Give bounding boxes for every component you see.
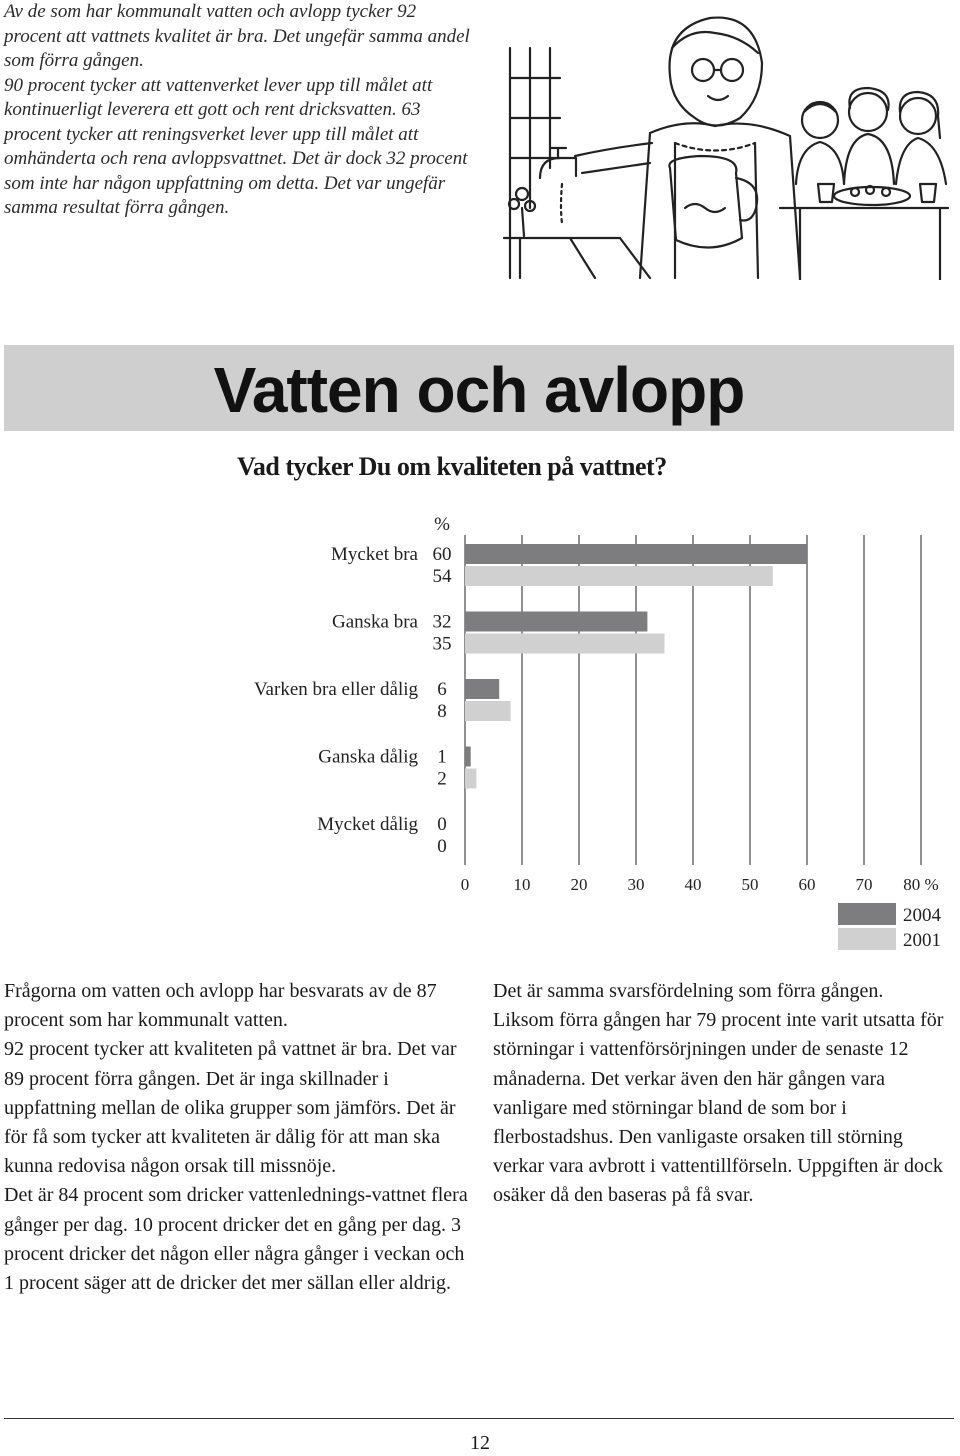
category-label: Ganska bra [332, 611, 418, 633]
body-paragraph: Det är samma svarsfördelning som förra gången. [493, 980, 884, 1002]
bar-2001 [465, 566, 773, 586]
value-header: % [434, 514, 450, 535]
body-paragraph: Frågorna om vatten och avlopp har besvarats av de 87 procent som har kommunalt vatten. [4, 980, 437, 1032]
x-tick-label: 40 [684, 875, 702, 894]
intro-text [4, 0, 474, 221]
data-label: 35 [432, 633, 452, 655]
quality-bar-chart [0, 500, 960, 960]
x-tick-label: 80 % [903, 875, 939, 894]
x-tick-label: 50 [741, 875, 759, 894]
data-label: 32 [432, 611, 452, 633]
x-tick-label: 70 [855, 875, 873, 894]
category-label: Varken bra eller dålig [253, 679, 418, 700]
x-tick-label: 20 [570, 875, 588, 894]
bar-2004 [465, 679, 499, 699]
water-illustration [500, 8, 952, 280]
bar-2004 [465, 747, 471, 767]
bar-2004 [465, 544, 807, 564]
chart-title: Vad tycker Du om kvaliteten på vattnet? [237, 452, 667, 481]
legend-swatch-2001 [838, 928, 896, 950]
data-label: 2 [437, 768, 447, 790]
category-label: Mycket dålig [317, 814, 418, 835]
bar-2001 [465, 701, 511, 721]
bar-2001 [465, 769, 476, 789]
legend-label: 2001 [903, 930, 941, 951]
body-paragraph: Liksom förra gången har 79 procent inte varit utsatta för störningar i vattenförsörjningen under de senaste 12 månaderna. Det verkar även den här gången vara vanligare med störningar bland de som bor i flerbostadshus. Den vanligaste orsaken till störning verkar vara avbrott i vattentillförseln. Uppgiften är dock osäker då den baseras på få svar. [493, 1009, 944, 1207]
section-banner [4, 345, 954, 431]
x-tick-label: 30 [627, 875, 645, 894]
data-label: 6 [437, 679, 447, 700]
section-title: Vatten och avlopp [213, 354, 745, 426]
body-paragraph: 92 procent tycker att kvaliteten på vattnet är bra. Det var 89 procent förra gången. Det är inga skillnader i uppfattning mellan de olika grupper som jämförs. Det är för få som tycker att kvaliteten är dålig för att man ska kunna redovisa någon orsak till missnöje. [4, 1038, 457, 1178]
x-tick-label: 0 [460, 875, 470, 894]
body-left-column [4, 977, 468, 1298]
data-label: 60 [432, 544, 452, 565]
body-right-column [493, 977, 955, 1211]
legend-swatch-2004 [838, 903, 896, 925]
data-label: 54 [432, 566, 452, 587]
bar-2004 [465, 612, 647, 632]
intro-paragraph: 90 procent tycker att vattenverket lever upp till målet att kontinuerligt leverera ett gott och rent dricksvatten. 63 procent tycker att reningsverket lever upp till målet att omhänderta och rena avloppsvattnet. Det är dock 32 procent som inte har någon uppfattning om detta. Det var ungefär samma resultat förra gången. [4, 74, 468, 218]
data-label: 0 [437, 836, 447, 857]
data-label: 8 [437, 701, 447, 722]
footer-rule [4, 1418, 954, 1419]
x-tick-label: 60 [798, 875, 816, 894]
category-label: Mycket bra [330, 544, 418, 565]
category-label: Ganska dålig [318, 746, 418, 768]
legend-label: 2004 [903, 905, 941, 926]
data-label: 1 [437, 746, 447, 768]
x-tick-label: 10 [513, 875, 531, 894]
intro-paragraph: Av de som har kommunalt vatten och avlopp tycker 92 procent att vattnets kvalitet är bra. Det ungefär samma andel som förra gången. [4, 1, 470, 71]
data-label: 0 [437, 814, 447, 835]
body-paragraph: Det är 84 procent som dricker vattenlednings-vattnet flera gånger per dag. 10 procent dricker det en gång per dag. 3 procent dricker det någon eller några gånger i veckan och 1 procent säger att de dricker det mer sällan eller aldrig. [4, 1184, 468, 1295]
page-number: 12 [470, 1432, 490, 1454]
bar-2001 [465, 634, 665, 654]
